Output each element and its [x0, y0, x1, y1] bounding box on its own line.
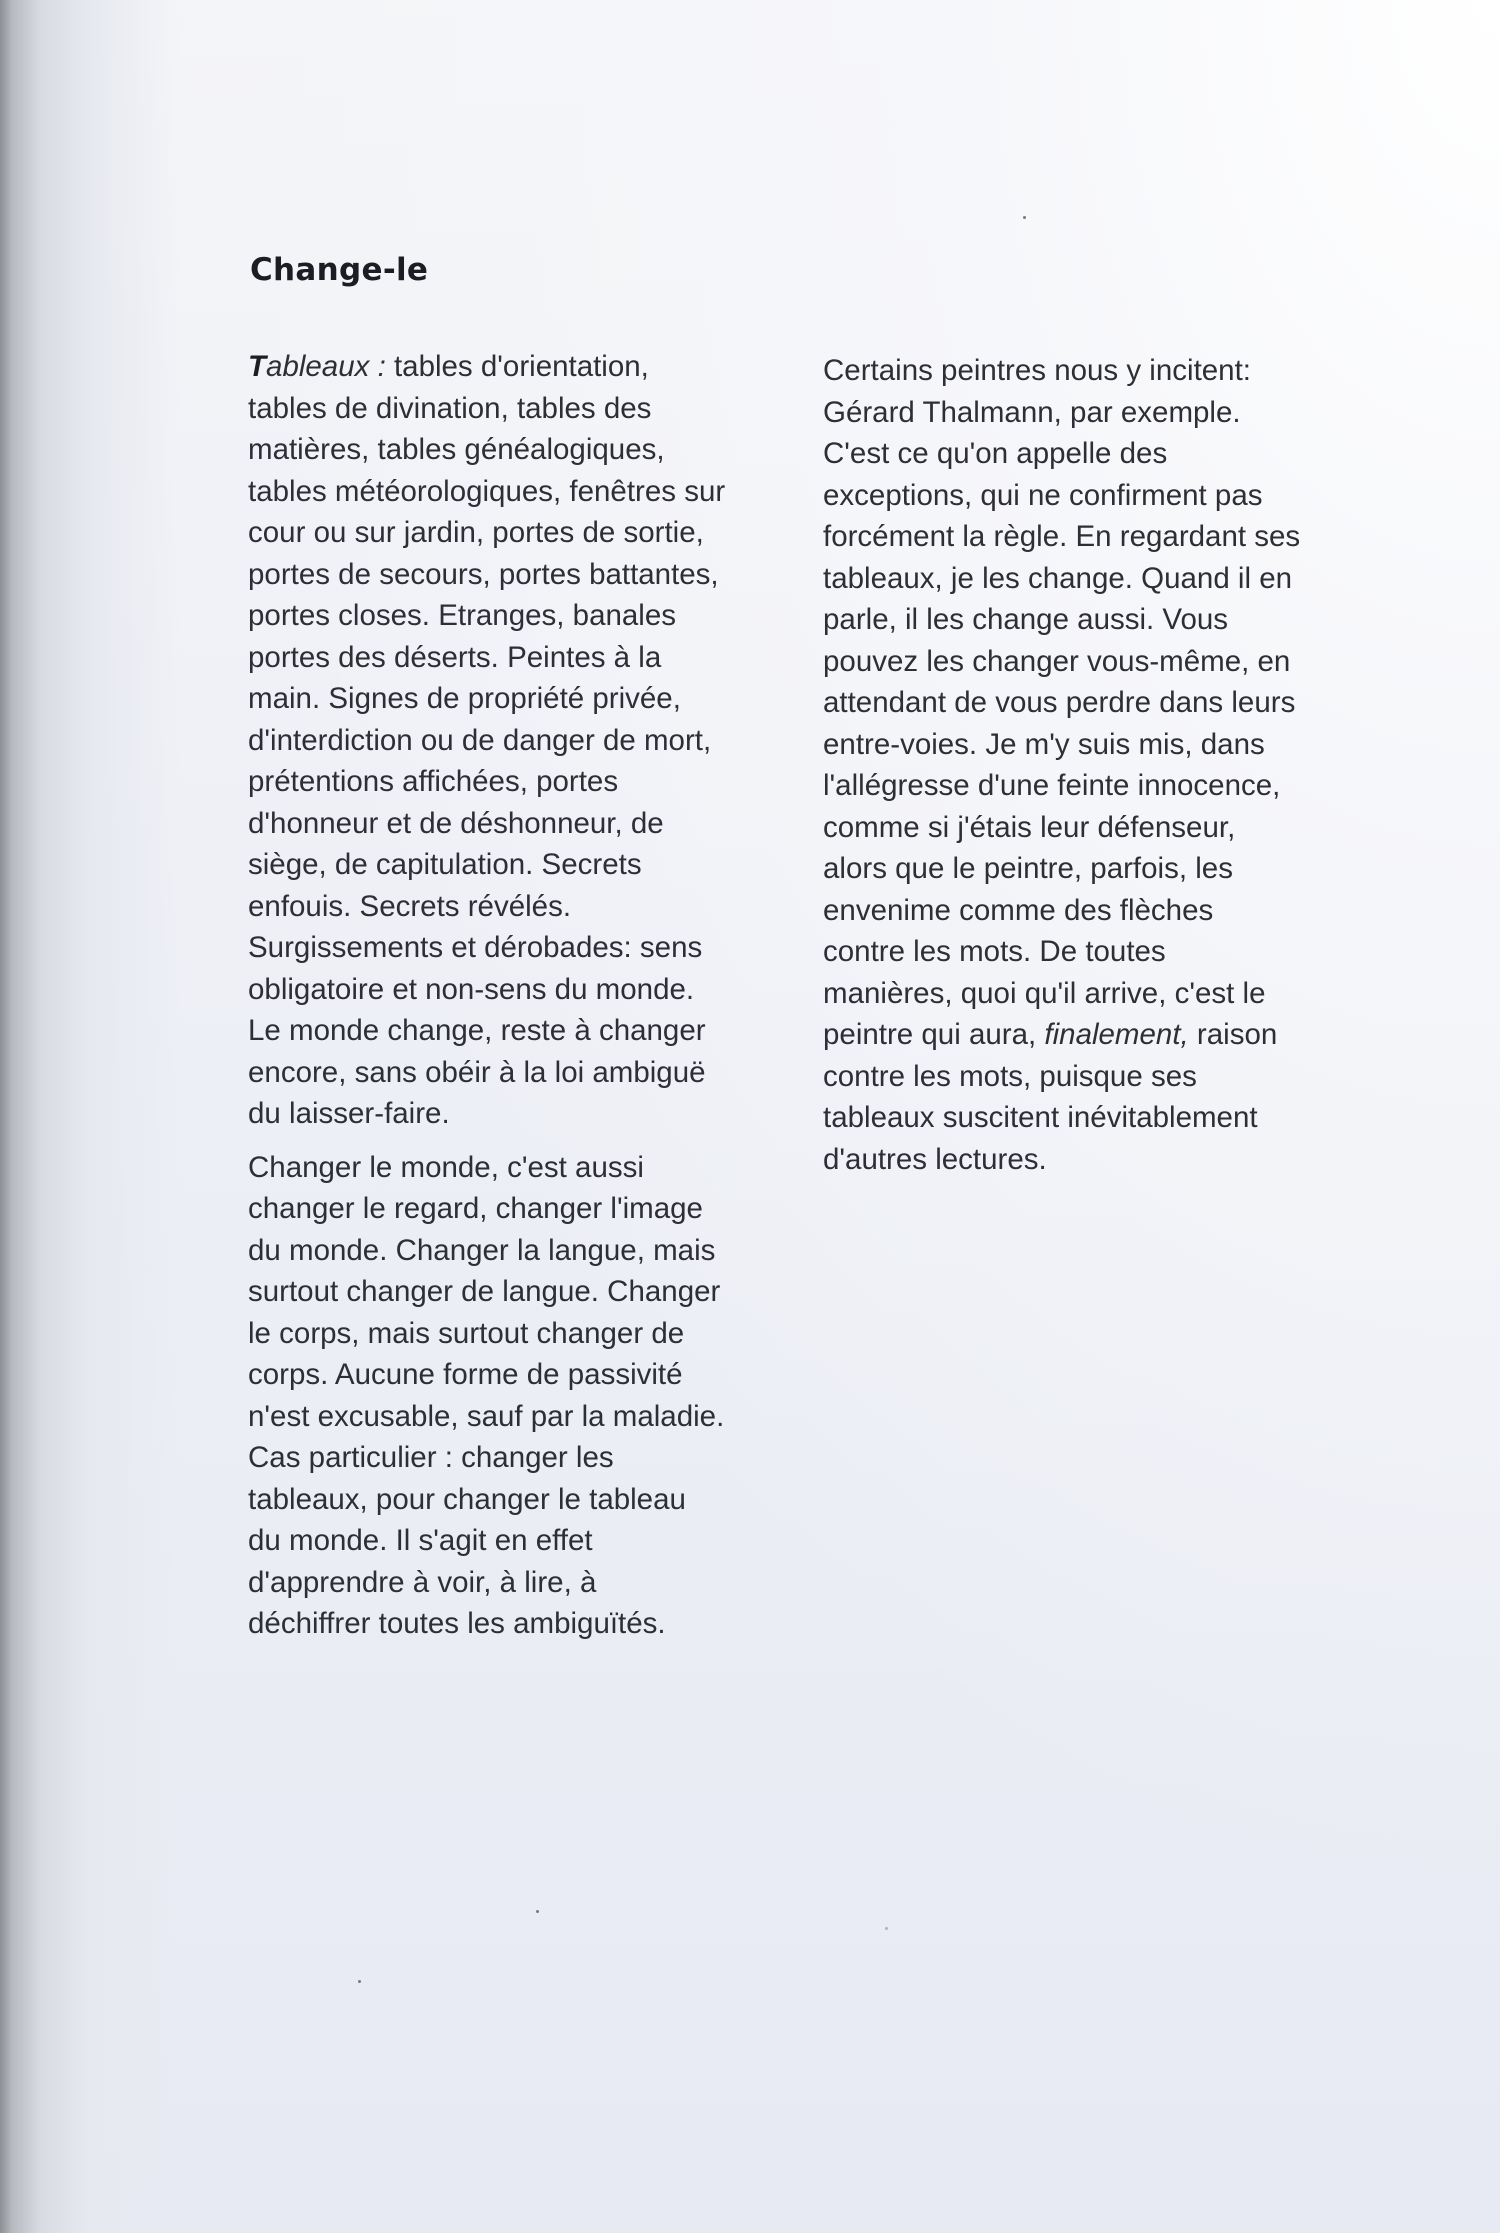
text-line: portes des déserts. Peintes à la: [248, 640, 662, 674]
text-line: enfouis. Secrets révélés.: [248, 889, 572, 923]
text-line: du monde. Changer la langue, mais: [248, 1233, 716, 1267]
text-line: corps. Aucune forme de passivité: [248, 1358, 683, 1391]
text-line: tableaux suscitent inévitablement: [823, 1101, 1258, 1134]
text-line: changer le regard, changer l'image: [248, 1192, 703, 1225]
text-line: Certains peintres nous y incitent:: [823, 354, 1251, 387]
text-line: C'est ce qu'on appelle des: [823, 437, 1168, 470]
paper-speck: [885, 1927, 888, 1930]
text-line: le corps, mais surtout changer de: [248, 1316, 685, 1350]
left-column: [248, 346, 808, 1645]
text-line: contre les mots, puisque ses: [823, 1059, 1197, 1093]
text-line: portes closes. Etranges, banales: [248, 599, 676, 632]
text-line: matières, tables généalogiques,: [248, 433, 665, 466]
text-line: Tableaux : tables d'orientation,: [248, 350, 649, 383]
text-line: alors que le peintre, parfois, les: [823, 852, 1233, 885]
text-line: Le monde change, reste à changer: [248, 1014, 706, 1047]
lead-term: ableaux :: [266, 350, 386, 383]
text-line: manières, quoi qu'il arrive, c'est le: [823, 976, 1266, 1010]
text-line: exceptions, qui ne confirment pas: [823, 478, 1263, 512]
text-line: forcément la règle. En regardant ses: [823, 520, 1301, 553]
text-line: siège, de capitulation. Secrets: [248, 848, 642, 881]
text-line: pouvez les changer vous-même, en: [823, 644, 1291, 678]
paper-speck: [358, 1980, 361, 1983]
text-line: déchiffrer toutes les ambiguïtés.: [248, 1607, 666, 1640]
paragraph-changer-le-monde: [248, 1147, 808, 1645]
paper-speck: [536, 1910, 539, 1913]
text-line: tableaux, pour changer le tableau: [248, 1482, 686, 1516]
paragraph-peintres: [823, 350, 1383, 1180]
text-line: contre les mots. De toutes: [823, 935, 1166, 968]
text-line: attendant de vous perdre dans leurs: [823, 686, 1296, 719]
emphasis-finalement: finalement,: [1044, 1018, 1189, 1051]
text-line: peintre qui aura, finalement, raison: [823, 1018, 1278, 1051]
text-line: encore, sans obéir à la loi ambiguë: [248, 1055, 706, 1089]
text-line: l'allégresse d'une feinte innocence,: [823, 769, 1281, 802]
paragraph-tableaux: [248, 346, 808, 1135]
text-line: Surgissements et dérobades: sens: [248, 931, 703, 964]
text-line: surtout changer de langue. Changer: [248, 1275, 721, 1308]
lead-letter: T: [248, 350, 267, 383]
right-column: [823, 350, 1383, 1180]
text-line: n'est excusable, sauf par la maladie.: [248, 1399, 725, 1433]
text-line: tables de divination, tables des: [248, 391, 652, 425]
text-line: parle, il les change aussi. Vous: [823, 603, 1229, 636]
text-line: obligatoire et non-sens du monde.: [248, 972, 695, 1006]
text-line: Changer le monde, c'est aussi: [248, 1150, 644, 1184]
text-line: d'apprendre à voir, à lire, à: [248, 1565, 597, 1599]
text-line: portes de secours, portes battantes,: [248, 557, 719, 591]
text-line: cour ou sur jardin, portes de sortie,: [248, 516, 704, 549]
text-line: entre-voies. Je m'y suis mis, dans: [823, 727, 1265, 761]
text-line: Gérard Thalmann, par exemple.: [823, 395, 1241, 429]
text-line: d'interdiction ou de danger de mort,: [248, 723, 712, 757]
section-heading: Change-le: [250, 252, 429, 288]
text-line: d'honneur et de déshonneur, de: [248, 806, 664, 840]
text-line: du monde. Il s'agit en effet: [248, 1524, 593, 1557]
text-line: tableaux, je les change. Quand il en: [823, 561, 1293, 595]
paper-speck: [1023, 216, 1026, 219]
text-line: tables météorologiques, fenêtres sur: [248, 474, 726, 508]
text-line: envenime comme des flèches: [823, 893, 1214, 927]
text-line: Cas particulier : changer les: [248, 1441, 614, 1474]
text-line: main. Signes de propriété privée,: [248, 682, 681, 715]
text-line: comme si j'étais leur défenseur,: [823, 810, 1236, 844]
text-line: d'autres lectures.: [823, 1142, 1047, 1176]
text-line: du laisser-faire.: [248, 1097, 450, 1130]
text-line: prétentions affichées, portes: [248, 765, 619, 798]
